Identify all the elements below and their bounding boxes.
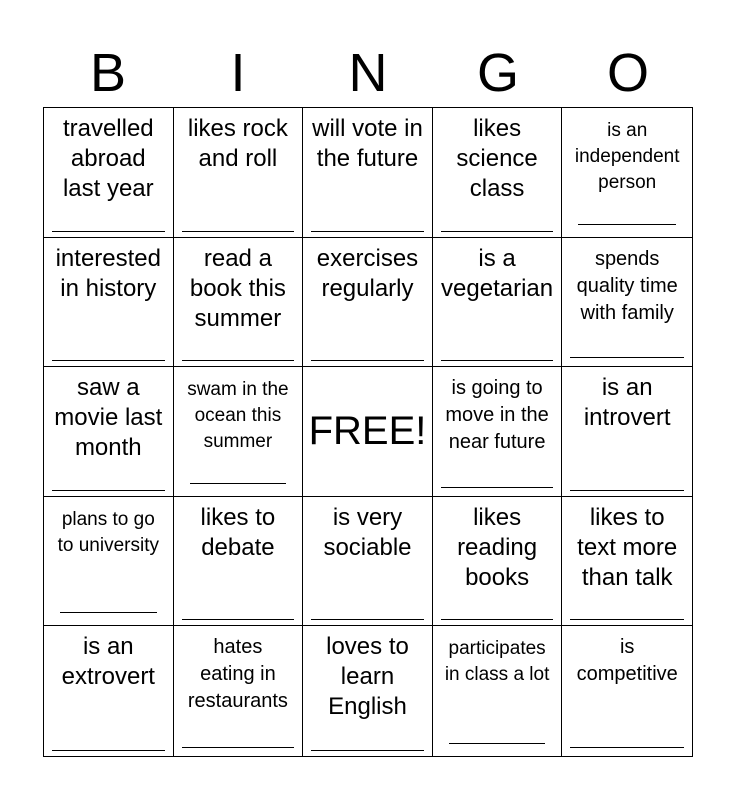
cell-text: likes to debate [200,503,276,561]
bingo-cell [174,238,304,368]
signature-line [52,360,165,361]
bingo-cell [562,367,692,497]
bingo-grid [43,107,693,757]
signature-line [570,747,684,748]
header-letter-o: O [606,43,649,103]
cell-text: travelled abroad last year [62,115,154,202]
cell-text: is a vegetarian [441,244,554,302]
signature-line [570,357,684,358]
cell-text: loves to learn English [326,633,409,721]
free-space [303,367,433,497]
signature-line [578,224,676,225]
signature-line [182,231,295,232]
signature-line [441,360,554,361]
cell-text: read a book this summer [189,244,286,332]
bingo-cell [174,626,304,756]
bingo-cell [433,367,563,497]
bingo-cell [562,108,692,238]
bingo-cell [562,626,692,756]
bingo-cell [174,497,304,627]
header-letter-i: I [230,43,246,103]
signature-line [60,612,157,613]
bingo-cell [174,367,304,497]
bingo-cell [562,497,692,627]
cell-text: is going to move in the near future [445,377,549,454]
cell-text: will vote in the future [312,115,423,172]
cell-text: is an introvert [583,374,671,432]
signature-line [570,490,684,491]
bingo-cell [433,108,563,238]
bingo-cell [303,626,433,756]
signature-line [182,360,295,361]
header-letter-n: N [348,43,388,103]
cell-text: is an extrovert [61,633,155,691]
signature-line [190,483,287,484]
bingo-cell [44,497,174,627]
bingo-cell [303,497,433,627]
signature-line [52,231,165,232]
cell-text: plans to go to university [57,508,159,556]
signature-line [311,619,424,620]
cell-text: likes to text more than talk [577,503,678,591]
bingo-cell [174,108,304,238]
cell-text: is an independent person [574,120,680,193]
cell-text: likes reading books [457,503,538,591]
bingo-header [43,42,693,104]
cell-text: is very sociable [323,503,412,561]
bingo-cell [303,108,433,238]
bingo-cell [44,238,174,368]
cell-text: interested in history [55,244,161,302]
header-letter-b: B [89,43,127,103]
signature-line [52,750,165,751]
signature-line [182,747,295,748]
signature-line [449,743,546,744]
signature-line [311,231,424,232]
cell-text: likes rock and roll [187,115,288,172]
signature-line [182,619,295,620]
bingo-cell [44,367,174,497]
signature-line [311,360,424,361]
signature-line [311,750,424,751]
bingo-cell [303,238,433,368]
cell-text: likes science class [456,115,538,202]
bingo-cell [433,626,563,756]
bingo-cell [433,497,563,627]
bingo-cell [433,238,563,368]
signature-line [441,231,554,232]
bingo-cell [44,108,174,238]
cell-text: exercises regularly [316,244,419,302]
cell-text: swam in the ocean this summer [187,379,289,453]
signature-line [441,487,554,488]
cell-text: is competitive [576,636,678,686]
header-letter-g: G [476,43,519,103]
signature-line [441,619,554,620]
signature-line [52,490,165,491]
cell-text: saw a movie last month [54,374,163,462]
cell-text: hates eating in restaurants [187,636,288,713]
cell-text: spends quality time with family [576,247,678,324]
cell-text: participates in class a lot [444,638,550,686]
signature-line [570,619,684,620]
bingo-cell [562,238,692,368]
free-space-label: FREE! [308,408,427,453]
bingo-cell [44,626,174,756]
